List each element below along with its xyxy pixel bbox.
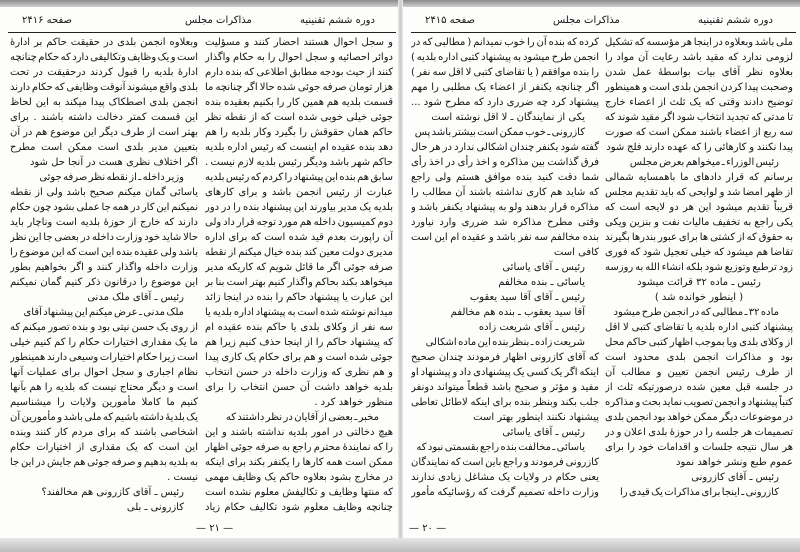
text-line: توضیح دادند وقتی که یک ثلث از اعضاء خارج bbox=[605, 97, 793, 108]
text-line: که پیشنهاد حاکم را از اینجا حذف کنیم زیرا هم bbox=[205, 337, 393, 348]
text-line: انجمن بلدی اصطکاک پیدا میکند به این لحاظ bbox=[10, 97, 198, 108]
text-line: یک بلدیهٔ داشته باشیم که ملی باشد و مأمورین آن bbox=[10, 412, 198, 423]
text-line: است و دیگر محتاج نیست که بلدیه را هم بآنها bbox=[10, 382, 198, 393]
text-line: بلدیه خواهد داشت آن حسن انتخاب را برای bbox=[205, 382, 393, 393]
text-line: این قسمت کمتر دخالت داشته باشند . برای bbox=[10, 112, 198, 123]
speaker-line: رئیس ـ آقای ملک مدنی bbox=[87, 292, 184, 303]
text-line: حالا شاید خود وزارت داخله در بعضی جا این نظر bbox=[10, 232, 198, 243]
text-line: یکی راجع به تخفیف مالیات نفت و بنزین ویکی bbox=[605, 217, 793, 228]
text-line: کافی است bbox=[553, 247, 599, 258]
text-line: از طرف رئیس انجمن تعیین و مطالب آن bbox=[605, 367, 793, 378]
text-line: مذاکره قرار بدهند ولو به پیشنهاد یکنفر باشد و bbox=[411, 202, 599, 213]
text-line: اگر اختلاف نظری هست در آنجا حل شود bbox=[29, 157, 198, 168]
text-line: که منتها وظایف و تکالیفش معلوم نشده است bbox=[205, 487, 393, 498]
speaker-line: رئیس ـ آقای یاسائی bbox=[502, 427, 585, 438]
text-line: هزار تومان صرفه جوئی شده حالا اگر چنانچه ما bbox=[205, 82, 393, 93]
text-line: کازرونی فرمودند و راجع باین است که نمایندگان bbox=[411, 457, 599, 468]
folio-number: — ۲۰ — bbox=[409, 523, 447, 534]
speaker-line: رئیس الوزراء ـ میخواهم بعرض مجلس bbox=[629, 157, 779, 168]
text-line: از روی یک حسن نیتی بود و بنده تصور میکنم که bbox=[10, 322, 198, 333]
text-line: مدیری دولت معین کند بنده خیال میکنم از نقطه bbox=[205, 247, 393, 258]
text-line: لزومی ندارد که مقید باشد رعایت آن مواد را bbox=[605, 52, 793, 63]
session-label: دوره ششم تقنینیه bbox=[300, 15, 375, 26]
text-line: میخواهد بکند بحاکم واگذار کنیم بهتر است بنا بر bbox=[205, 277, 393, 288]
text-line: بلدی واقع میشوند آنوقت وظایفی که حکام دارند bbox=[10, 82, 198, 93]
text-line: دوائر احصائیه و سجل احوال را به حکام واگذار bbox=[205, 52, 393, 63]
text-line: وزارت داخله واگذار کنند و اگر بخواهیم بطور bbox=[10, 262, 198, 273]
text-line: نمیکنم این کار در همه جا عملی بشود چون حکام bbox=[10, 202, 198, 213]
text-line: زود ترطبع وتوزیع شود بلکه انشاء الله به روزسه bbox=[605, 262, 793, 273]
text-line: اشخاصی باشند که برای مردم کار کنند وبنده bbox=[10, 427, 198, 438]
text-line: حاکم شهر باشد ودیگر رئیس بلدیه لازم نیست . bbox=[205, 157, 393, 168]
text-line: ممکن است همه کارها را یکنفر بکند برای اینکه bbox=[205, 457, 393, 468]
speaker-line: کازرونی ـ بلی bbox=[126, 502, 184, 513]
page-2415 bbox=[403, 7, 800, 538]
text-line: باشد ولی عقیده بنده این است که این موضوع را bbox=[10, 247, 198, 258]
text-line: در جلسه قبل معین شده درصورتیکه ثلث از bbox=[605, 382, 793, 393]
text-line: عبارت از رئیس انجمن باشد و برای کارهای bbox=[205, 187, 393, 198]
text-line: میدانم نوشته شده است به پیشنهاد اداره بلدیه یا bbox=[205, 307, 393, 318]
text-line: منظور خواهد کرد . bbox=[314, 397, 393, 408]
text-line: نیست . bbox=[167, 472, 198, 483]
text-line: تا مدتی که تجدید انتخاب شود اگر مقید شوند که bbox=[605, 112, 793, 123]
text-line: نظام اجباری و سجل احوال برای عملیات آنها bbox=[10, 367, 198, 378]
column-2 bbox=[411, 35, 599, 500]
speaker-line: رئیس ـ آقای شریعت زاده bbox=[478, 322, 585, 333]
text-line: به بلدیه بدهیم و صرفه جوئی هم جایش در این جا bbox=[10, 457, 198, 468]
folio-number: — ۲۱ — bbox=[196, 523, 234, 534]
page-2416 bbox=[0, 7, 398, 538]
text-line: وزارت داخله تصمیم گرفت که رؤسائیکه مأمور bbox=[411, 487, 599, 498]
text-line: عموم طبع ونشر خواهد نمود bbox=[675, 457, 793, 468]
speaker-line: رئیس ـ آقای آقا سید یعقوب bbox=[469, 292, 585, 303]
speaker-line: یاسائی ـ بنده مخالفم bbox=[498, 277, 585, 288]
column-2 bbox=[10, 35, 198, 515]
speaker-line: شریعت زاده ـ بنظر بنده این ماده اشکالی bbox=[425, 337, 585, 348]
text-line: بنده مخالفم سه نفر باشد و عقیده ام این است bbox=[411, 232, 599, 243]
text-line: برسانم که قرار دادهای ما باهمسایه شمالی bbox=[605, 172, 793, 183]
text-line: یاسائی گمان میکنم صحیح باشد ولی از نقطه bbox=[10, 187, 198, 198]
running-title: مذاکرات مجلس bbox=[185, 15, 252, 26]
text-line: تقاضا هم میشود که خیلی تعجیل شود که فوری bbox=[605, 247, 793, 258]
text-line: فرق گذاشت بین مذاکره و اخذ رأی در اخذ رأی bbox=[411, 157, 599, 168]
text-line: در موضوعات دیگر ممکن خواهد بود انجمن بلدی bbox=[605, 412, 793, 423]
text-line: سه ربع از اعضاء باشند ممکن است که صورت bbox=[605, 127, 793, 138]
text-line: آن راپورت بعدم قید شده است که برای اداره bbox=[205, 232, 393, 243]
text-line: ما یک مقداری اختیارات حکام را کم کنیم خیلی bbox=[10, 337, 198, 348]
text-line: وبعلاوه انجمن بلدی در حقیقت حاکم بر ادارهٔ bbox=[10, 37, 198, 48]
text-line: دوم کمیسیون داخله هم مورد توجه قرار داد ولی bbox=[205, 217, 393, 228]
text-line: سه نفر از وکلای بلدی یا حاکم بنده عقیده ام bbox=[205, 322, 393, 333]
scan-bottom-edge bbox=[0, 538, 800, 552]
speaker-line: رئیس ـ آقای کازرونی bbox=[691, 472, 779, 483]
text-line: قسمت بلدیه هم همین کار را بکنیم بعقیده بنده bbox=[205, 97, 393, 108]
text-line: بلدیه یک مدیر بیاورند این پیشنهاد بنده را در دور bbox=[205, 202, 393, 213]
speaker-line: ماده ۳۲ ـ مطالبی که در انجمن طرح میشود bbox=[613, 307, 779, 318]
text-line: جوئی خیلی خوبی شده است که از نقطه نظر bbox=[205, 112, 393, 123]
session-label: دوره ششم تقنینیه bbox=[698, 15, 773, 26]
running-title: مذاکرات مجلس bbox=[553, 15, 620, 26]
text-line: را که نمایندهٔ محترم راجع به صرفه جوئی اظهار bbox=[205, 442, 393, 453]
text-line: سابق هم بنده این پیشنهاد را کردم که رئیس بلدیه bbox=[205, 172, 393, 183]
text-line: صرفه جوئی اگر ما قائل شویم که کاریکه مدیر bbox=[205, 262, 393, 273]
header-rule bbox=[411, 32, 796, 33]
text-line: دارند که خارج از حوزهٔ بلدیه است وناچار باید bbox=[10, 217, 198, 228]
speaker-line: یاسائی ـ مخالفت بنده راجع بقسمتی نبود که bbox=[416, 442, 585, 453]
text-line: پیشنهاد کتبی اداره بلدیه یا تقاضای کتبی لا اقل bbox=[605, 322, 793, 333]
text-line: ادارهٔ بلدیه را قبول کردند درحقیقت در تحت bbox=[10, 67, 198, 78]
speaker-line: رئیس ـ آقای کازرونی هم مخالفند؟ bbox=[41, 487, 184, 498]
speaker-line: یکی از نمایندگان ـ لا اقل نوشته است bbox=[431, 112, 585, 123]
text-line: به حقوق که از کشتی ها برای عبور بندرها بگیرند bbox=[605, 232, 793, 243]
text-line: تصمیمات هر جلسه را در حوزهٔ بلدی اعلان و در bbox=[605, 427, 793, 438]
text-line: را بنده موافقم ( یا تقاضای کتبی لا اقل سه نفر ) bbox=[411, 67, 599, 78]
column-1 bbox=[605, 35, 793, 500]
text-line: بعلاوه نظر آقای بیات بواسطهٔ عمل شدن bbox=[605, 67, 793, 78]
text-line: پیدا نکنند و کارهائی را که عهده دارند فلج شود bbox=[606, 142, 793, 153]
page-number: صفحه ۲۴۱۶ bbox=[22, 15, 73, 26]
text-line: که آقای کازرونی اظهار فرمودند چندان صحیح bbox=[411, 352, 599, 363]
text-line: بود و مذاکرات انجمن بلدی محدود است bbox=[605, 352, 793, 363]
text-line: ملی باشد وبعلاوه در اینجا هر مؤسسه که تشکیل bbox=[605, 37, 793, 48]
text-line: از ظهر امضا شد و لوایحی که باید تقدیم مجلس bbox=[605, 187, 793, 198]
text-line: مفید و مؤثر و صحیح باشد قطعاً میتواند دونفر bbox=[411, 382, 599, 393]
text-line: گفته شود یکنفر چندان اشکالی ندارد در هر حال bbox=[411, 142, 599, 153]
text-line: بهتر است از طرف دیگر این موضوع هم در آن bbox=[10, 127, 198, 138]
text-line: قریباً تقدیم میشود این هر دو لایحه است که bbox=[605, 202, 793, 213]
text-line: است زیرا حکام اختیارات وسیعی دارند همینطور bbox=[10, 352, 198, 363]
heading-line: ( اینطور خوانده شد ) bbox=[654, 292, 744, 303]
text-line: جوئی شده است و هم برای حکام یک کاری پیدا bbox=[205, 352, 393, 363]
text-line: هیچ دخالتی در امور بلدیه نداشته باشند و این bbox=[205, 427, 393, 438]
text-line: وقتی مطرح مذاکره شد ضرری وارد نیاورد bbox=[411, 217, 599, 228]
text-line: یعنی حکام در ولایات یک مشاغل زیادی ندارند bbox=[411, 472, 599, 483]
text-line: پیشنهاد کرد چه ضرری دارد که مطرح شود ... bbox=[411, 97, 599, 108]
speaker-line: وزیر داخله ـ از نقطه نظر صرفه جوئی bbox=[39, 172, 184, 183]
speaker-line: رئیس ـ آقای یاسائی bbox=[502, 262, 585, 273]
heading-line: رئیس ـ ماده ۳۲ قرائت میشود bbox=[637, 277, 761, 288]
text-line: و سجل احوال هستند احضار کنند و مسؤلیت bbox=[205, 37, 393, 48]
text-line: کنند از حیث بودجه مطابق اطلاعی که بنده دارم bbox=[205, 67, 393, 78]
text-line: اگر چنانچه یکنفر از اعضاء یک مطلبی را مهم bbox=[411, 82, 599, 93]
text-line: انجمن طرح میشود به پیشنهاد کتبی اداره بلدیه ) bbox=[411, 52, 599, 63]
text-line: دهد بنده عقیده ام اینست که رئیس اداره بلدیه bbox=[205, 142, 393, 153]
speaker-line: ملک مدنی ـ عرض میکنم این پیشنهاد آقای bbox=[23, 307, 184, 318]
text-line: در مخارج بشود بعلاوه حاکم یک وظایف مهمی bbox=[205, 472, 393, 483]
text-line: و هم نظری که وزارت داخله در حسن انتخاب bbox=[205, 367, 393, 378]
column-1 bbox=[205, 35, 393, 515]
text-line: از وکلای بلدی ویا بموجب اظهار کتبی حاکم محل bbox=[605, 337, 793, 348]
text-line: که شاید هم کاری نداشته باشند آن مطالب را bbox=[411, 187, 599, 198]
header-rule bbox=[8, 32, 396, 33]
text-line: است و یک وظایف وتکالیفی دارد که حکام چنانچه bbox=[10, 52, 198, 63]
text-line: هر سال نتیجه جلسات و اقدامات خود را برای bbox=[605, 442, 793, 453]
text-line: شما دقت کنید بنده موافق هستم ولی راجع bbox=[411, 172, 599, 183]
speaker-line: مخبر ـ بعضی از آقایان در نظر داشتند که bbox=[225, 412, 379, 423]
text-line: حاکم همان حقوقش را بگیرد وکار بلدیه را هم bbox=[205, 127, 393, 138]
text-line: کتباً پیشنهاد و انجمن تصویب نماید بحث و مذاکره bbox=[605, 397, 793, 408]
text-line: کرده که بنده آن را خوب نمیدانم ( مطالبی که در bbox=[411, 37, 599, 48]
text-line: این عبارت یا پیشنهاد حاکم را بنده در اینجا زائد bbox=[205, 292, 393, 303]
text-line: وصحبت پیدا کردن انجمن بلدی است و همینطور bbox=[605, 82, 793, 93]
page-number: صفحه ۲۴۱۵ bbox=[425, 15, 476, 26]
text-line: پیشنهاد نکنند اینطور بهتر است bbox=[473, 412, 599, 423]
text-line: بتعیین مدیر بلدی است ممکن است مطرح bbox=[10, 142, 198, 153]
speaker-line: کازرونی ـ خوب ممکن است بیشتر باشد پس bbox=[414, 127, 585, 138]
text-line: چنانچه وظایف معلوم شود تکالیف حکام زیاد bbox=[205, 502, 393, 513]
text-line: کنیم ما کاملا مأمورین ولایات را میشناسیم bbox=[10, 397, 198, 408]
speaker-line: کازرونی ـ اینجا برای مذاکرات یک قیدی را bbox=[619, 487, 779, 498]
text-line: اینکه اگر یک کسی یک پیشنهادی داد و پیشنهاد او bbox=[411, 367, 599, 378]
text-line: جلب بکند وبنظر بنده برای اینکه لاطائل تعاطی bbox=[411, 397, 599, 408]
text-line: این است که یک مقداری از اختیارات حکام bbox=[10, 442, 198, 453]
speaker-line: آقا سید یعقوب ـ بنده هم مخالفم bbox=[450, 307, 585, 318]
text-line: این موضوع را درقانون ذکر کنیم گمان نمیکنم bbox=[10, 277, 198, 288]
